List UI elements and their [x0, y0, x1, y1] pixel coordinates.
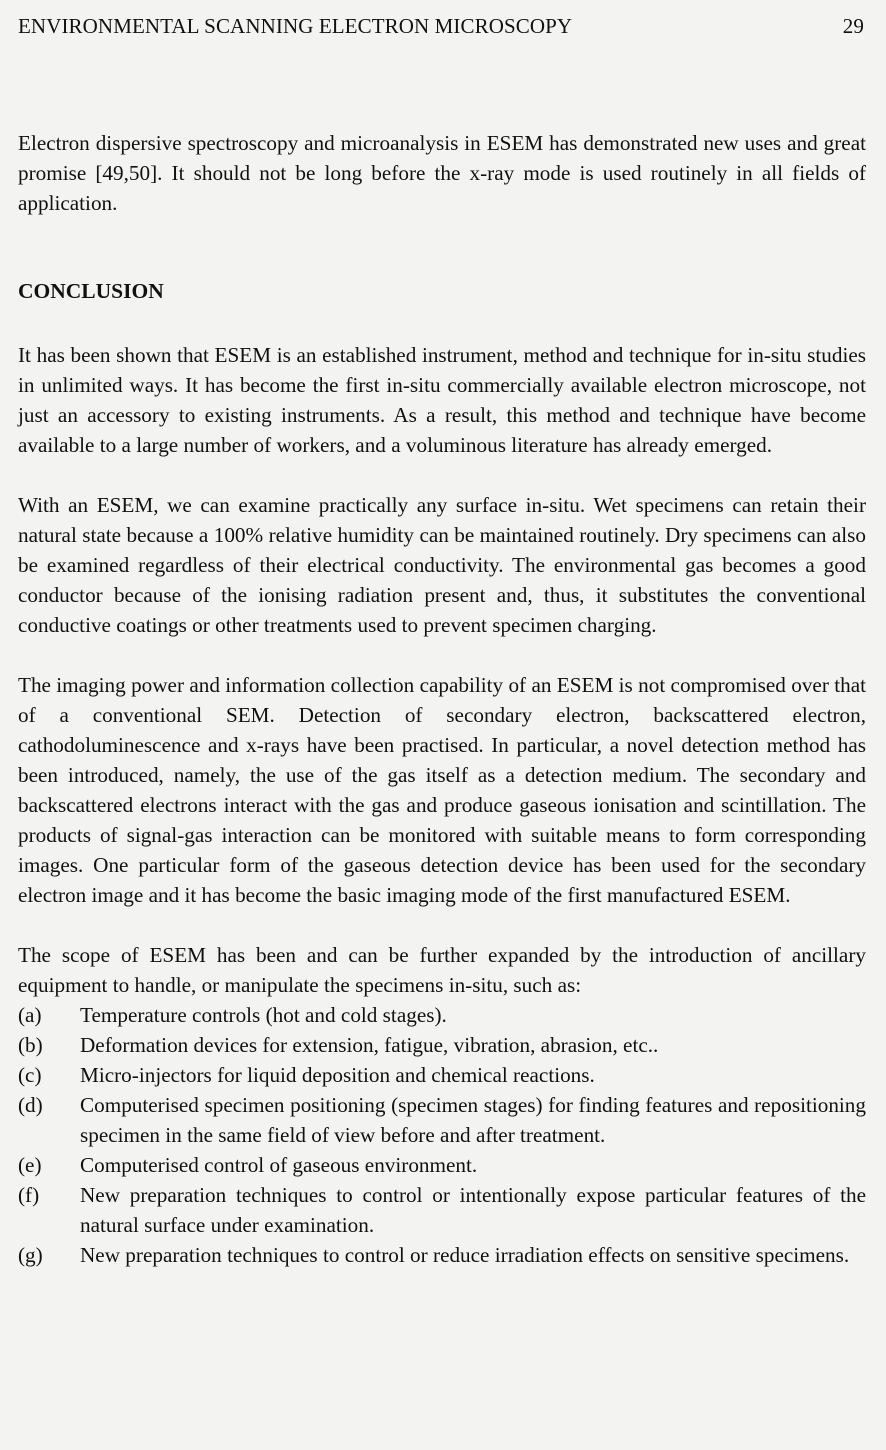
list-item-text: New preparation techniques to control or intentionally expose particular features of the natural surface under examination.	[80, 1183, 866, 1237]
list-item	[18, 1000, 866, 1030]
paragraph-2: With an ESEM, we can examine practically any surface in-situ. Wet specimens can retain their natural state because a 100% relative humidity can be maintained routinely. Dry specimens can also be examined regardless of their electrical conductivity. The environmental gas becomes a good conductor because of the ionising radiation present and, thus, it substitutes the conventional conductive coatings or other treatments used to prevent specimen charging.	[18, 493, 866, 637]
list-item-text: Temperature controls (hot and cold stages).	[80, 1003, 447, 1027]
list-item-label: (d)	[18, 1093, 43, 1117]
list-item-label: (a)	[18, 1003, 42, 1027]
list-item	[18, 1090, 866, 1150]
list-item-text: New preparation techniques to control or reduce irradiation effects on sensitive specimens.	[80, 1243, 850, 1267]
section-heading: CONCLUSION	[18, 279, 164, 303]
running-title: ENVIRONMENTAL SCANNING ELECTRON MICROSCOPY	[18, 14, 573, 38]
list-item-label: (e)	[18, 1153, 42, 1177]
list-item-text: Micro-injectors for liquid deposition and chemical reactions.	[80, 1063, 595, 1087]
running-head	[18, 14, 864, 39]
equipment-list	[18, 1000, 866, 1270]
list-item	[18, 1060, 866, 1090]
list-item-label: (g)	[18, 1243, 43, 1267]
list-item	[18, 1150, 866, 1180]
paragraph-4: The scope of ESEM has been and can be further expanded by the introduction of ancillary equipment to handle, or manipulate the specimens in-situ, such as:	[18, 943, 866, 997]
list-item-label: (b)	[18, 1033, 43, 1057]
list-item	[18, 1240, 866, 1270]
paragraph-1: It has been shown that ESEM is an established instrument, method and technique for in-situ studies in unlimited ways. It has become the first in-situ commercially available electron microscope, not just an accessory to existing instruments. As a result, this method and technique have become available to a large number of workers, and a voluminous literature has already emerged.	[18, 343, 866, 457]
list-item-label: (f)	[18, 1183, 40, 1207]
page-body	[18, 128, 866, 1270]
page-number: 29	[842, 14, 864, 38]
list-item-text: Deformation devices for extension, fatigue, vibration, abrasion, etc..	[80, 1033, 659, 1057]
list-item-text: Computerised specimen positioning (specimen stages) for finding features and repositioning specimen in the same field of view before and after treatment.	[80, 1093, 866, 1147]
paragraph-3: The imaging power and information collection capability of an ESEM is not compromised over that of a conventional SEM. Detection of secondary electron, backscattered electron, cathodoluminescence and x-rays have been practised. In particular, a novel detection method has been introduced, namely, the use of the gas itself as a detection medium. The secondary and backscattered electrons interact with the gas and produce gaseous ionisation and scintillation. The products of signal-gas interaction can be monitored with suitable means to form corresponding images. One particular form of the gaseous detection device has been used for the secondary electron image and it has become the basic imaging mode of the first manufactured ESEM.	[18, 673, 866, 907]
list-item-text: Computerised control of gaseous environment.	[80, 1153, 478, 1177]
list-item	[18, 1180, 866, 1240]
list-item	[18, 1030, 866, 1060]
intro-paragraph: Electron dispersive spectroscopy and microanalysis in ESEM has demonstrated new uses and great promise [49,50]. It should not be long before the x-ray mode is used routinely in all fields of application.	[18, 131, 866, 215]
list-item-label: (c)	[18, 1063, 42, 1087]
